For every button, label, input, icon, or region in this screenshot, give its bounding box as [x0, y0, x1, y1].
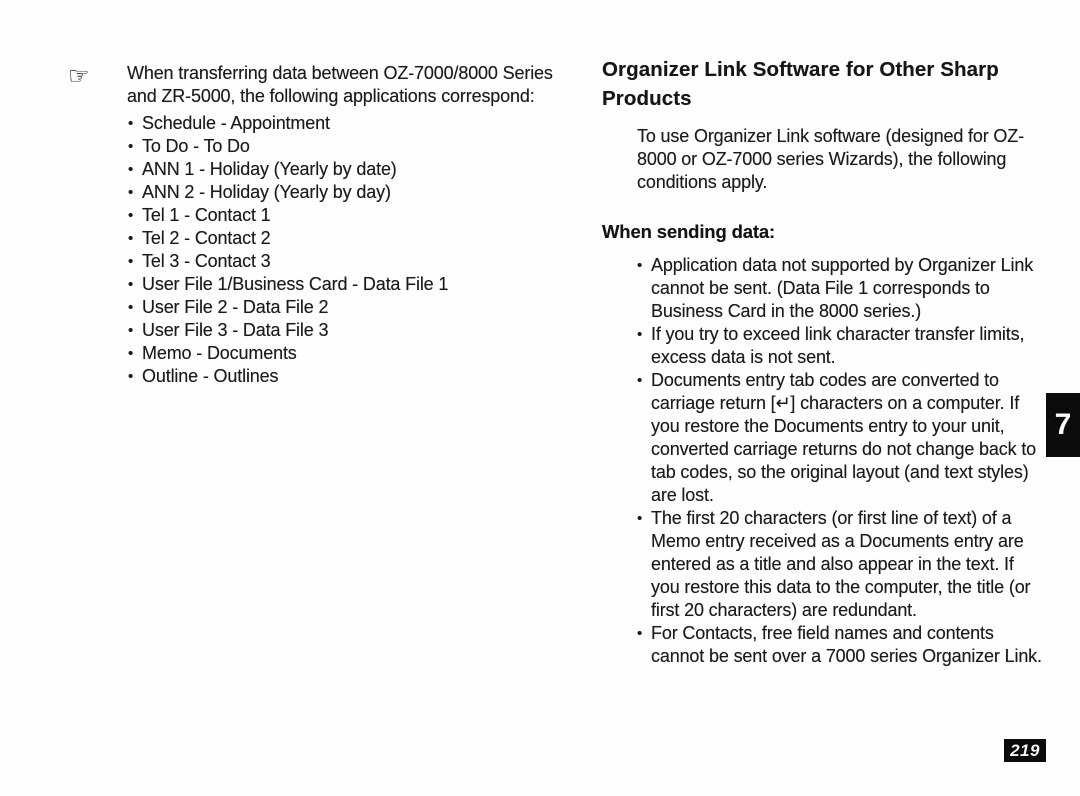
- section-organizer-link: [602, 55, 1064, 668]
- pointing-hand-icon: ☞: [68, 63, 90, 90]
- list-item: • The first 20 characters (or first line of text) of a Memo entry received as a Documents entry are entered as a title and also appear in the text. If you restore this data to the computer, the title (or first 20 characters) are redundant.: [637, 507, 1043, 622]
- note-intro-text: When transferring data between OZ-7000/8000 Series and ZR-5000, the following applications correspond:: [127, 63, 553, 106]
- section-title: Organizer Link Software for Other Sharp Products: [602, 58, 999, 110]
- list-item: • ANN 2 - Holiday (Yearly by day): [127, 181, 575, 204]
- chapter-tab: 7: [1046, 393, 1080, 457]
- section-intro-text: To use Organizer Link software (designed for OZ-8000 or OZ-7000 series Wizards), the following conditions apply.: [637, 126, 1024, 192]
- list-item: • Tel 2 - Contact 2: [127, 227, 575, 250]
- list-item: • Memo - Documents: [127, 342, 575, 365]
- list-item: • Application data not supported by Organizer Link cannot be sent. (Data File 1 corresponds to Business Card in the 8000 series.): [637, 254, 1043, 323]
- list-item: • User File 2 - Data File 2: [127, 296, 575, 319]
- list-item: • Tel 1 - Contact 1: [127, 204, 575, 227]
- list-item: • Documents entry tab codes are converted to carriage return [↵] characters on a computer. If you restore the Documents entry to your unit, converted carriage returns do not change back to tab codes, so the original layout (and text styles) are lost.: [637, 369, 1043, 507]
- page-number-badge: 219: [1004, 739, 1046, 762]
- subheading-when-sending-data: When sending data:: [602, 221, 776, 242]
- app-correspondence-list: [127, 112, 575, 388]
- list-item: • ANN 1 - Holiday (Yearly by date): [127, 158, 575, 181]
- list-item: • Schedule - Appointment: [127, 112, 575, 135]
- list-item: • Tel 3 - Contact 3: [127, 250, 575, 273]
- list-item: • If you try to exceed link character transfer limits, excess data is not sent.: [637, 323, 1043, 369]
- note-block: [127, 62, 575, 388]
- list-item: • To Do - To Do: [127, 135, 575, 158]
- list-item: • For Contacts, free field names and contents cannot be sent over a 7000 series Organizer Link.: [637, 622, 1043, 668]
- sending-conditions-list: [637, 254, 1043, 668]
- list-item: • Outline - Outlines: [127, 365, 575, 388]
- list-item: • User File 3 - Data File 3: [127, 319, 575, 342]
- list-item: • User File 1/Business Card - Data File 1: [127, 273, 575, 296]
